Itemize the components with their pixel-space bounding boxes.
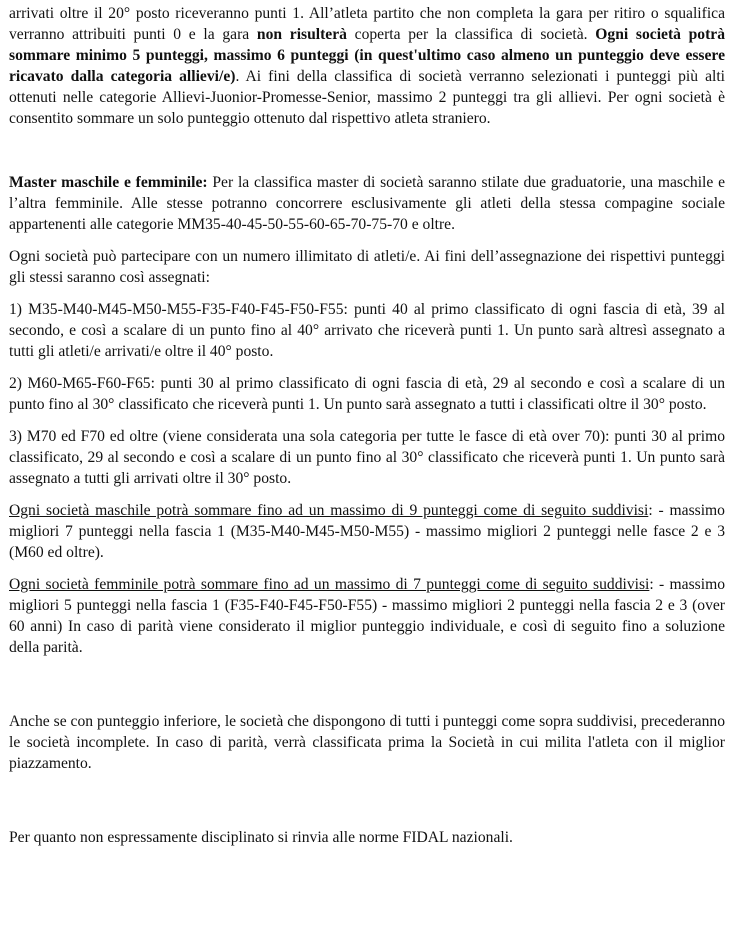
- master-heading: Master maschile e femminile:: [9, 174, 208, 191]
- master-paragraph: [9, 172, 725, 235]
- fascia-3-paragraph: 3) M70 ed F70 ed oltre (viene considerata una sola categoria per tutte le fasce di età over 70): punti 30 al primo classificato, 29 al secondo e così a scalare di un punto fino al 30° classificato che riceverà punti 1. Un punto sarà assegnato a tutti gli arrivati oltre il 30° posto.: [9, 428, 725, 487]
- master-text: Per la classifica master di società saranno stilate due graduatorie, una maschile e l’altra femminile. Alle stesse potranno concorrere esclusivamente gli atleti della stessa compagine sociale appartenenti alle categorie MM35-40-45-50-55-60-65-70-75-70 e oltre.: [9, 174, 726, 233]
- intro-bold-rule: Ogni società potrà sommare minimo 5 punteggi, massimo 6 punteggi (in quest'ultimo caso almeno un punteggio deve essere ricavato dalla categoria allievi/e): [9, 26, 726, 85]
- intro-bold-non-risultera: non risulterà: [256, 26, 347, 43]
- femminile-rest: : - massimo migliori 5 punteggi nella fascia 1 (F35-F40-F45-F50-F55) - massimo migliori 2 punteggi nella fascia 2 e 3 (over 60 anni) In caso di parità viene considerato il miglior punteggio individuale, e così di seguito fino a soluzione della parità.: [9, 576, 725, 656]
- maschile-underlined: Ogni società maschile potrà sommare fino ad un massimo di 9 punteggi come di seguito suddivisi: [9, 502, 649, 519]
- fascia-1-paragraph: 1) M35-M40-M45-M50-M55-F35-F40-F45-F50-F55: punti 40 al primo classificato di ogni fascia di età, 39 al secondo, e così a scalare di un punto fino al 40° arrivato che riceverà punti 1. Un punto sarà altresì assegnato a tutti gli atleti/e arrivati/e oltre il 40° posto.: [9, 301, 725, 360]
- maschile-paragraph: [9, 500, 725, 563]
- intro-paragraph: [9, 3, 725, 129]
- incomplete-paragraph: Anche se con punteggio inferiore, le società che dispongono di tutti i punteggi come sopra suddivisi, precederanno le società incomplete. In caso di parità, verrà classificata prima la Società in cui milita l'atleta con il miglior piazzamento.: [9, 713, 725, 772]
- intro-text-1: arrivati oltre il 20° posto riceveranno punti 1. All’atleta partito che non completa la gara per ritiro o squalifica verranno attribuiti punti 0 e la gara: [9, 5, 725, 43]
- intro-text-5: . Ai fini della classifica di società verranno selezionati i punteggi più alti ottenuti nelle categorie Allievi-Juonior-Promesse-Senior, massimo 2 punteggi tra gli allievi. Per ogni società è consentito sommare un solo punteggio ottenuto dal rispettivo atleta straniero.: [9, 68, 725, 127]
- rinvio-paragraph: Per quanto non espressamente disciplinato si rinvia alle norme FIDAL nazionali.: [9, 829, 513, 846]
- fascia-2-paragraph: 2) M60-M65-F60-F65: punti 30 al primo classificato di ogni fascia di età, 29 al secondo e così a scalare di un punto fino al 30° classificato che riceverà punti 1. Un punto sarà assegnato a tutti i classificati oltre il 30° posto.: [9, 375, 725, 413]
- partecipa-paragraph: Ogni società può partecipare con un numero illimitato di atleti/e. Ai fini dell’assegnazione dei rispettivi punteggi gli stessi saranno così assegnati:: [9, 248, 725, 286]
- femminile-paragraph: [9, 574, 725, 658]
- intro-text-3: coperta per la classifica di società.: [346, 26, 596, 43]
- femminile-underlined: Ogni società femminile potrà sommare fino ad un massimo di 7 punteggi come di seguito suddivisi: [9, 576, 650, 593]
- maschile-rest: : - massimo migliori 7 punteggi nella fascia 1 (M35-M40-M45-M50-M55) - massimo migliori 2 punteggi nelle fasce 2 e 3 (M60 ed oltre).: [9, 502, 725, 561]
